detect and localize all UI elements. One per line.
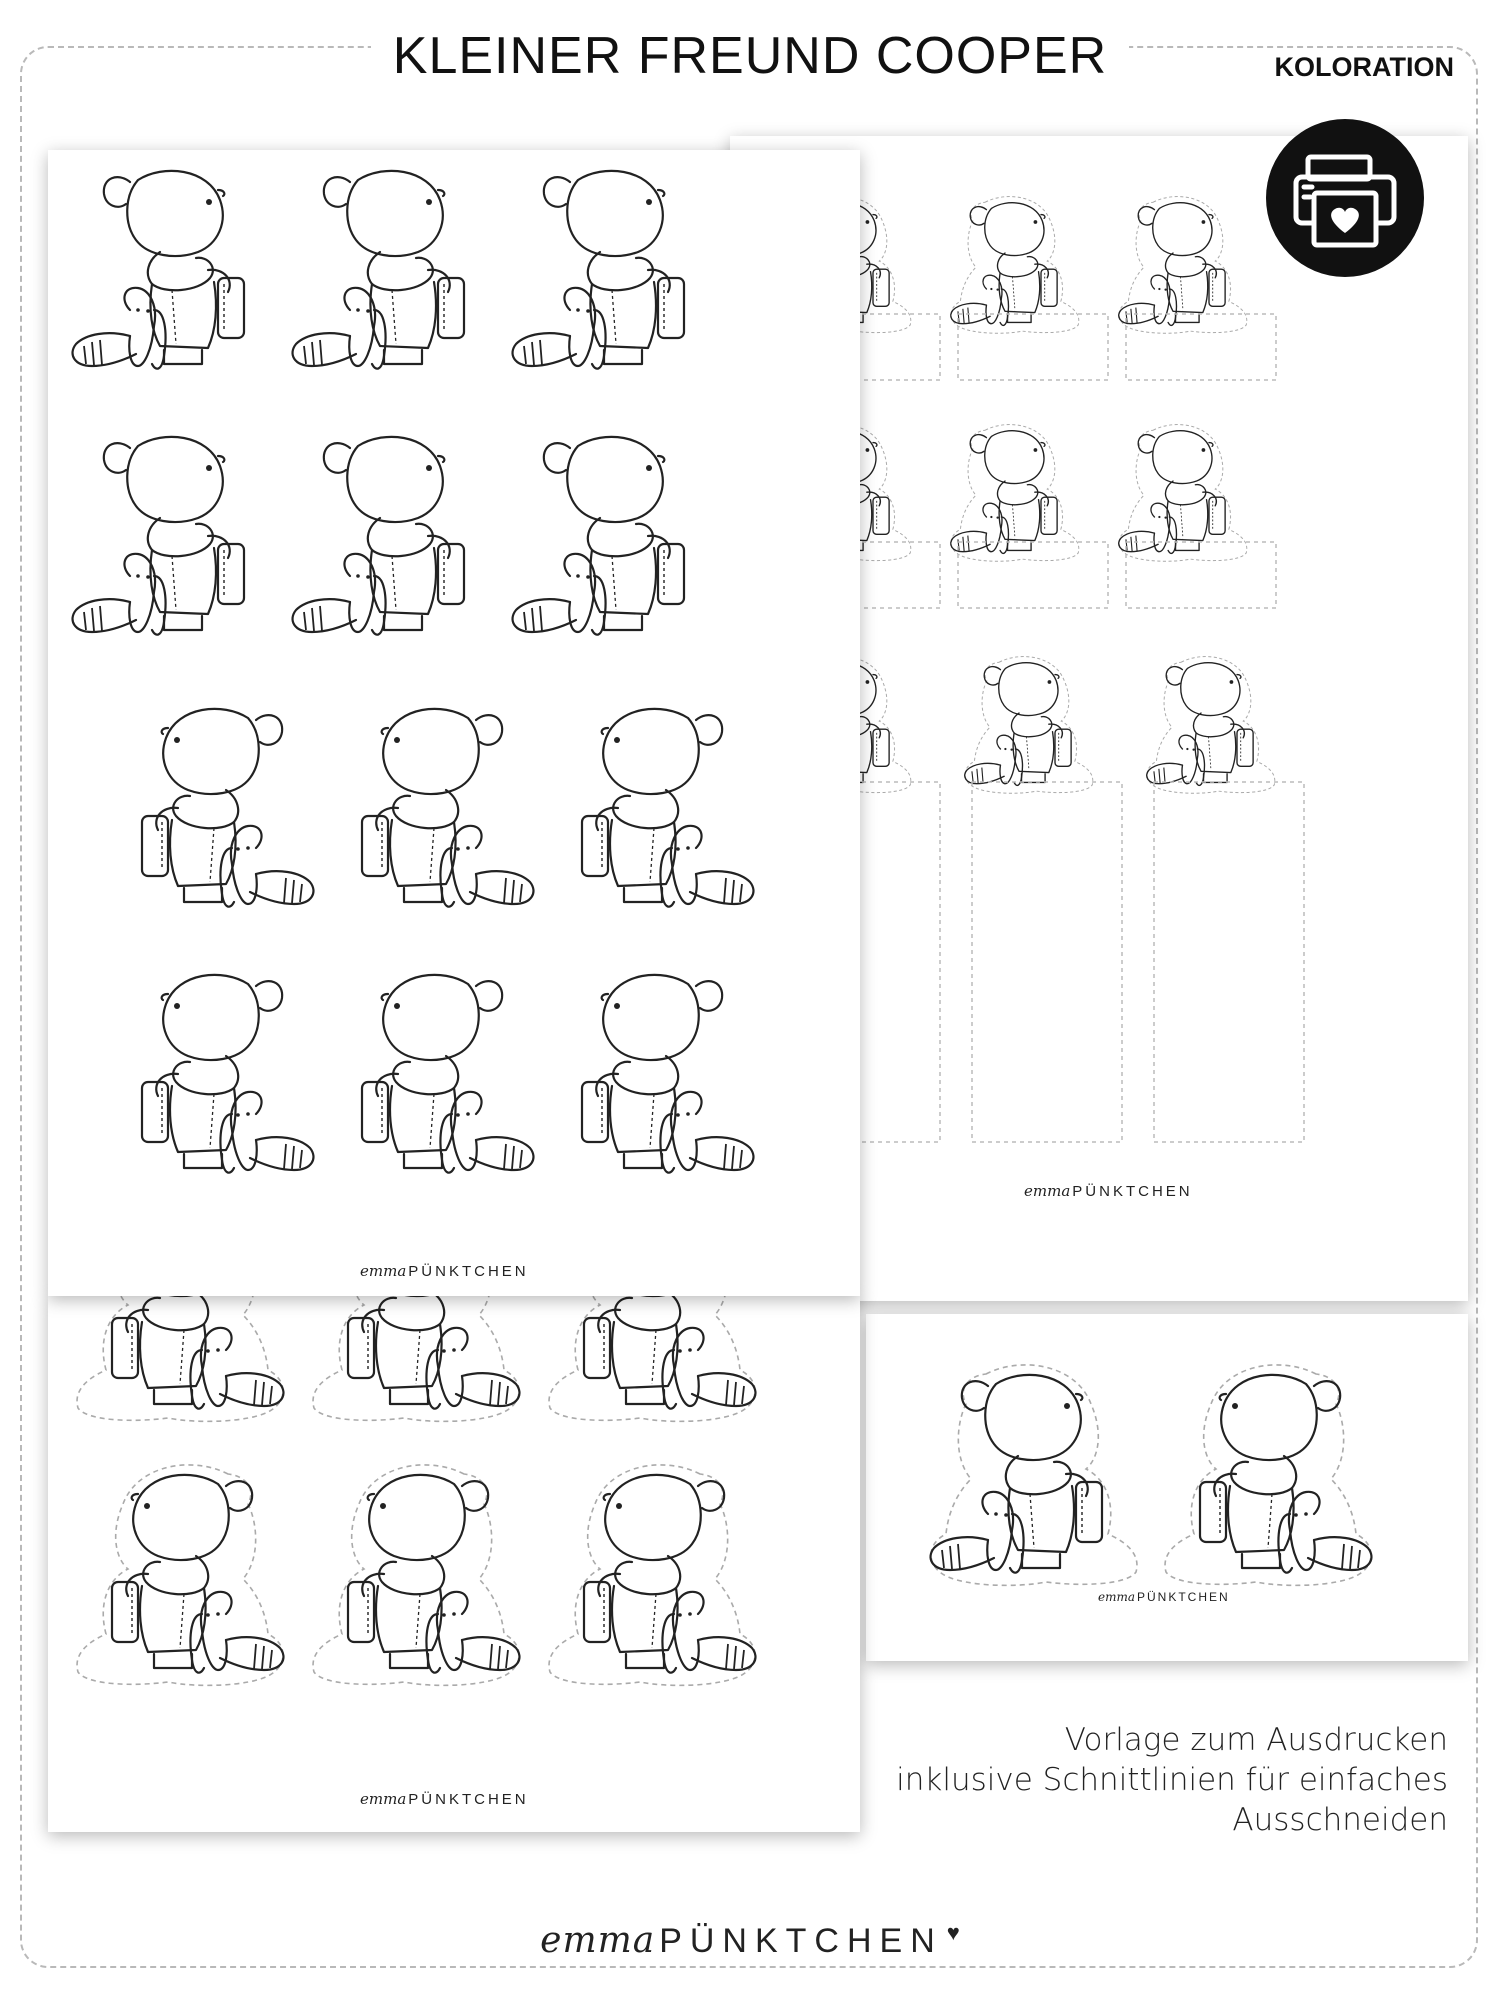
- sheet-brand-logo: emma PÜNKTCHEN: [360, 1790, 529, 1808]
- page-title: KLEINER FREUND COOPER: [0, 26, 1500, 86]
- pair-illustration: [866, 1314, 1468, 1661]
- printer-heart-icon: [1266, 119, 1424, 277]
- sheet-brand-logo: emma PÜNKTCHEN: [1098, 1590, 1230, 1604]
- sheet-brand-logo: emma PÜNKTCHEN: [1024, 1182, 1193, 1200]
- sheet-cutlines: [48, 1296, 860, 1832]
- category-tag: KOLORATION: [1267, 52, 1462, 83]
- heart-icon: ♥: [946, 1920, 960, 1945]
- sheet-coloring: [48, 150, 860, 1296]
- footer-brand-logo: emma PÜNKTCHEN ♥: [0, 1920, 1500, 1961]
- coloring-illustration: [48, 150, 860, 1296]
- description-caption: Vorlage zum Ausdrucken inklusive Schnittlinien für einfaches Ausschneiden: [896, 1722, 1448, 1838]
- sheet-pair-motif: [866, 1314, 1468, 1661]
- sheet-brand-logo: emma PÜNKTCHEN: [360, 1262, 529, 1280]
- cutlines-illustration: [48, 1296, 860, 1832]
